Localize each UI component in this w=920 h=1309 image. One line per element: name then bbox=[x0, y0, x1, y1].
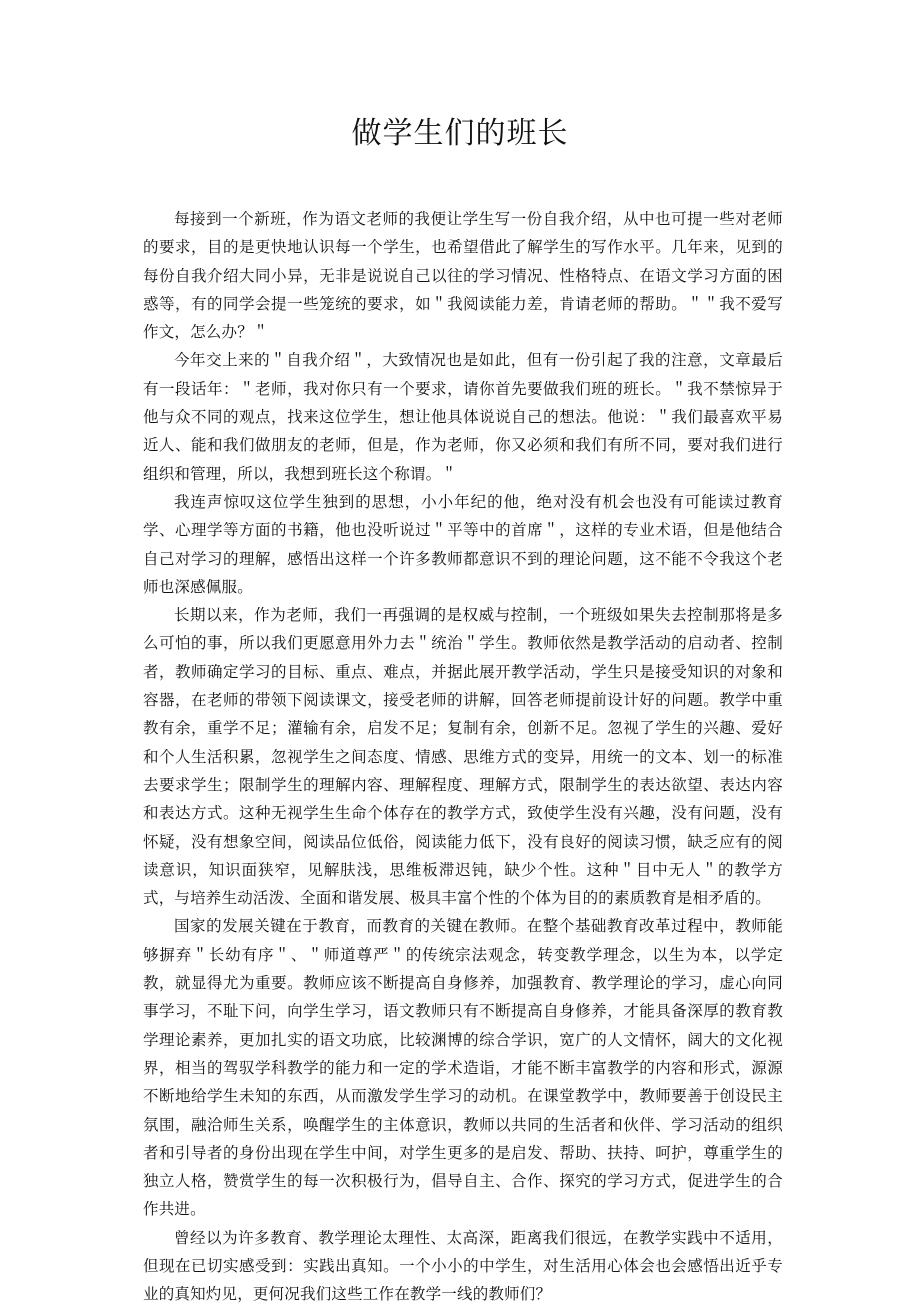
paragraph-2: 今年交上来的＂自我介绍＂，大致情况也是如此，但有一份引起了我的注意，文章最后有一段话年：＂老师，我对你只有一个要求，请你首先要做我们班的班长。＂我不禁惊异于他与众不同的观点，找来这位学生，想让他具体说说自己的想法。他说：＂我们最喜欢平易近人、能和我们做朋友的老师，但是，作为老师，你又必须和我们有所不同，要对我们进行组织和管理，所以，我想到班长这个称谓。＂ bbox=[143, 351, 783, 483]
page-title: 做学生们的班长 bbox=[351, 116, 569, 151]
paragraph-3: 我连声惊叹这位学生独到的思想，小小年纪的他，绝对没有机会也没有可能读过教育学、心理学等方面的书籍，他也没听说过＂平等中的首席＂，这样的专业术语，但是他结合自己对学习的理解，感悟出这样一个许多教师都意识不到的理论问题，这不能不令我这个老师也深感佩服。 bbox=[143, 492, 783, 596]
paragraph-4: 长期以来，作为老师，我们一再强调的是权威与控制，一个班级如果失去控制那将是多么可怕的事，所以我们更愿意用外力去＂统治＂学生。教师依然是教学活动的启动者、控制者，教师确定学习的目标、重点、难点，并据此展开教学活动，学生只是接受知识的对象和容器，在老师的带领下阅读课文，接受老师的讲解，回答老师提前设计好的问题。教学中重教有余，重学不足；灌输有余，启发不足；复制有余，创新不足。忽视了学生的兴趣、爱好和个人生活积累，忽视学生之间态度、情感、思维方式的变异，用统一的文本、划一的标准去要求学生；限制学生的理解内容、理解程度、理解方式，限制学生的表达欲望、表达内容和表达方式。这种无视学生生命个体存在的教学方式，致使学生没有兴趣，没有问题，没有怀疑，没有想象空间，阅读品位低俗，阅读能力低下，没有良好的阅读习惯，缺乏应有的阅读意识，知识面狭窄，见解肤浅，思维板滞迟钝，缺少个性。这种＂目中无人＂的教学方式，与培养生动活泼、全面和谐发展、极具丰富个性的个体为目的的素质教育是相矛盾的。 bbox=[143, 606, 783, 908]
paragraph-6: 曾经以为许多教育、教学理论太理性、太高深，距离我们很远，在教学实践中不适用，但现在已切实感受到：实践出真知。一个小小的中学生，对生活用心体会也会感悟出近乎专业的真知灼见，更何况我们这些工作在教学一线的教师们？ bbox=[143, 1228, 783, 1304]
article-body bbox=[143, 205, 783, 1309]
paragraph-5: 国家的发展关键在于教育，而教育的关键在教师。在整个基础教育改革过程中，教师能够摒弃＂长幼有序＂、＂师道尊严＂的传统宗法观念，转变教学理念，以生为本，以学定教，就显得尤为重要。教师应该不断提高自身修养，加强教育、教学理论的学习，虚心向同事学习，不耻下问，向学生学习，语文教师只有不断提高自身修养，才能具备深厚的教育教学理论素养，更加扎实的语文功底，比较渊博的综合学识，宽广的人文情怀，阔大的文化视界，相当的驾驭学科教学的能力和一定的学术造诣，才能不断丰富教学的内容和形式，源源不断地给学生未知的东西，从而激发学生学习的动机。在课堂教学中，教师要善于创设民主氛围，融洽师生关系，唤醒学生的主体意识，教师以共同的生活者和伙伴、学习活动的组织者和引导者的身份出现在学生中间，对学生更多的是启发、帮助、扶持、呵护，尊重学生的独立人格，赞赏学生的每一次积极行为，倡导自主、合作、探究的学习方式，促进学生的合作共进。 bbox=[143, 917, 783, 1219]
paragraph-1: 每接到一个新班，作为语文老师的我便让学生写一份自我介绍，从中也可提一些对老师的要求，目的是更快地认识每一个学生，也希望借此了解学生的写作水平。几年来，见到的每份自我介绍大同小异，无非是说说自己以往的学习情况、性格特点、在语文学习方面的困惑等，有的同学会提一些笼统的要求，如＂我阅读能力差，肯请老师的帮助。＂＂我不爱写作文，怎么办？＂ bbox=[143, 210, 783, 342]
